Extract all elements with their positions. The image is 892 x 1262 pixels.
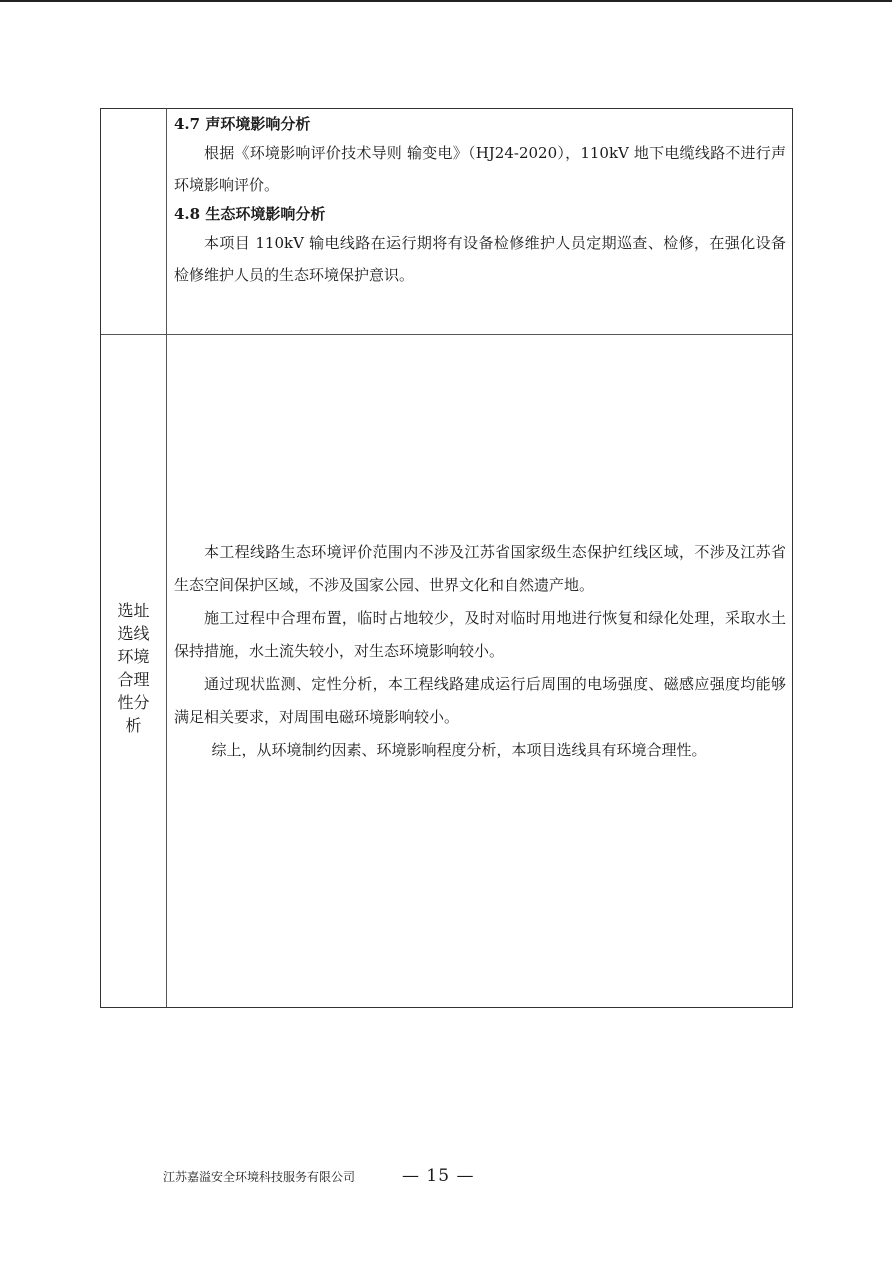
company-name: 江苏嘉溢安全环境科技服务有限公司 <box>163 1170 356 1184</box>
row-divider <box>101 334 792 335</box>
label-line: 选址 <box>117 601 150 620</box>
label-line: 合理 <box>117 670 150 689</box>
section-4-7-paragraph: 根据《环境影响评价技术导则 输变电》（HJ24-2020），110kV 地下电缆线路不进行声环境影响评价。 <box>174 144 786 194</box>
page-number: — 15 — <box>402 1166 475 1186</box>
site-selection-label <box>101 599 166 737</box>
section-4-8-paragraph: 本项目 110kV 输电线路在运行期将有设备检修维护人员定期巡查、检修，在强化设备检修维护人员的生态环境保护意识。 <box>174 234 786 284</box>
label-line: 选线 <box>117 624 150 643</box>
site-selection-paragraph-3: 通过现状监测、定性分析，本工程线路建成运行后周围的电场强度、磁感应强度均能够满足相关要求，对周围电磁环境影响较小。 <box>174 675 786 726</box>
site-selection-paragraph-1: 本工程线路生态环境评价范围内不涉及江苏省国家级生态保护红线区域，不涉及江苏省生态空间保护区域，不涉及国家公园、世界文化和自然遗产地。 <box>174 543 786 594</box>
site-selection-cell <box>174 536 786 767</box>
site-selection-paragraph-4: 综上，从环境制约因素、环境影响程度分析，本项目选线具有环境合理性。 <box>211 741 707 759</box>
label-line: 环境 <box>117 647 150 666</box>
label-line: 性分 <box>117 693 150 712</box>
page-footer <box>0 1166 892 1190</box>
section-4-8-heading: 4.8 生态环境影响分析 <box>174 205 326 223</box>
section-4-7-heading: 4.7 声环境影响分析 <box>174 115 311 133</box>
column-divider <box>166 109 167 1007</box>
top-rule <box>0 0 892 2</box>
impact-analysis-cell <box>174 111 786 291</box>
site-selection-paragraph-2: 施工过程中合理布置，临时占地较少，及时对临时用地进行恢复和绿化处理，采取水土保持措施，水土流失较小，对生态环境影响较小。 <box>174 609 786 660</box>
content-table <box>100 108 793 1008</box>
label-line: 析 <box>125 716 142 735</box>
